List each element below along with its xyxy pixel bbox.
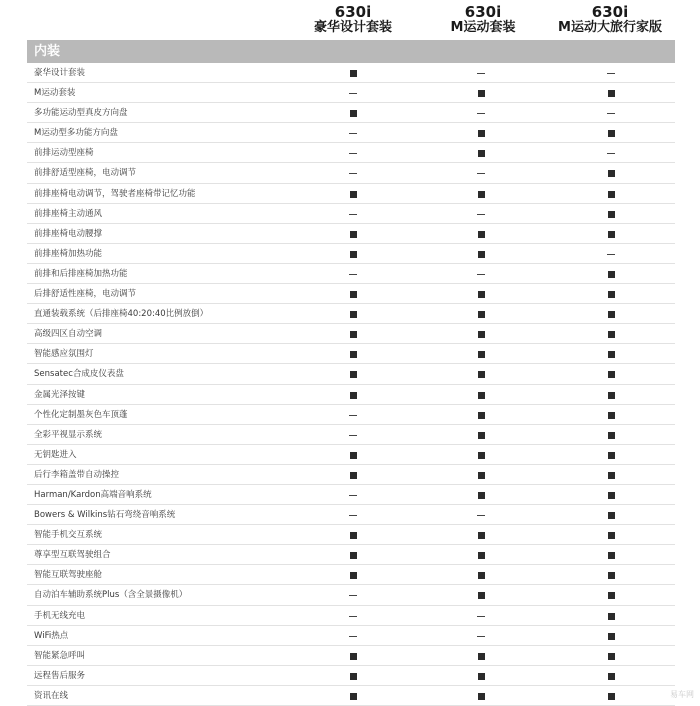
standard-mark-icon (478, 673, 485, 680)
not-available-dash-icon (607, 73, 615, 74)
cell-col-1 (333, 83, 373, 103)
standard-mark-icon (478, 331, 485, 338)
feature-label: 前排和后排座椅加热功能 (34, 268, 128, 279)
feature-label: 智能手机交互系统 (34, 530, 103, 541)
standard-mark-icon (608, 532, 615, 539)
not-available-dash-icon (477, 515, 485, 516)
not-available-dash-icon (477, 113, 485, 114)
cell-col-3 (591, 264, 631, 284)
standard-mark-icon (608, 331, 615, 338)
standard-mark-icon (608, 653, 615, 660)
cell-col-3 (591, 425, 631, 445)
cell-col-2 (461, 304, 501, 324)
cell-col-3 (591, 525, 631, 545)
not-available-dash-icon (349, 435, 357, 436)
not-available-dash-icon (607, 153, 615, 154)
feature-label: 智能互联驾驶座舱 (34, 570, 103, 581)
standard-mark-icon (350, 291, 357, 298)
feature-label: 智能感应氛围灯 (34, 349, 94, 360)
table-row (27, 626, 675, 646)
standard-mark-icon (608, 512, 615, 519)
cell-col-2 (461, 686, 501, 706)
feature-label: 前排座椅加热功能 (34, 248, 103, 259)
cell-col-2 (461, 284, 501, 304)
cell-col-2 (461, 364, 501, 384)
not-available-dash-icon (349, 93, 357, 94)
feature-label: Bowers & Wilkins钻石弯绕音响系统 (34, 510, 176, 521)
cell-col-3 (591, 123, 631, 143)
standard-mark-icon (608, 392, 615, 399)
standard-mark-icon (350, 693, 357, 700)
model-name: 630i (591, 3, 629, 21)
cell-col-3 (591, 224, 631, 244)
cell-col-3 (591, 585, 631, 605)
standard-mark-icon (350, 472, 357, 479)
not-available-dash-icon (349, 173, 357, 174)
watermark: 易车网 (670, 690, 694, 699)
standard-mark-icon (608, 472, 615, 479)
cell-col-1 (333, 626, 373, 646)
cell-col-3 (591, 324, 631, 344)
spec-table (27, 63, 675, 706)
table-row (27, 485, 675, 505)
table-row (27, 405, 675, 425)
cell-col-3 (591, 565, 631, 585)
standard-mark-icon (350, 351, 357, 358)
cell-col-1 (333, 505, 373, 525)
cell-col-3 (591, 184, 631, 204)
standard-mark-icon (478, 351, 485, 358)
cell-col-1 (333, 163, 373, 183)
cell-col-1 (333, 485, 373, 505)
table-row (27, 606, 675, 626)
standard-mark-icon (478, 311, 485, 318)
not-available-dash-icon (607, 113, 615, 114)
feature-label: 金属光泽按键 (34, 389, 86, 400)
cell-col-1 (333, 425, 373, 445)
cell-col-1 (333, 264, 373, 284)
cell-col-3 (591, 244, 631, 264)
feature-label: M运动型多功能方向盘 (34, 128, 118, 139)
standard-mark-icon (350, 231, 357, 238)
standard-mark-icon (608, 592, 615, 599)
cell-col-1 (333, 585, 373, 605)
cell-col-1 (333, 525, 373, 545)
standard-mark-icon (608, 613, 615, 620)
table-row (27, 686, 675, 706)
cell-col-3 (591, 445, 631, 465)
standard-mark-icon (478, 653, 485, 660)
table-row (27, 324, 675, 344)
standard-mark-icon (350, 311, 357, 318)
cell-col-2 (461, 405, 501, 425)
cell-col-1 (333, 686, 373, 706)
table-row (27, 505, 675, 525)
standard-mark-icon (478, 592, 485, 599)
table-row (27, 585, 675, 605)
column-header-3 (535, 4, 685, 36)
standard-mark-icon (350, 70, 357, 77)
model-name: 630i (464, 3, 502, 21)
standard-mark-icon (608, 191, 615, 198)
standard-mark-icon (350, 673, 357, 680)
standard-mark-icon (608, 432, 615, 439)
cell-col-2 (461, 83, 501, 103)
cell-col-2 (461, 344, 501, 364)
cell-col-2 (461, 324, 501, 344)
standard-mark-icon (608, 291, 615, 298)
cell-col-2 (461, 425, 501, 445)
not-available-dash-icon (477, 274, 485, 275)
cell-col-1 (333, 304, 373, 324)
not-available-dash-icon (607, 254, 615, 255)
cell-col-1 (333, 143, 373, 163)
feature-label: 后排舒适性座椅，电动调节 (34, 289, 137, 300)
cell-col-2 (461, 244, 501, 264)
cell-col-3 (591, 344, 631, 364)
cell-col-3 (591, 485, 631, 505)
cell-col-2 (461, 204, 501, 224)
standard-mark-icon (608, 552, 615, 559)
column-header (0, 4, 700, 40)
cell-col-3 (591, 505, 631, 525)
standard-mark-icon (350, 371, 357, 378)
cell-col-3 (591, 103, 631, 123)
standard-mark-icon (478, 191, 485, 198)
table-row (27, 344, 675, 364)
standard-mark-icon (478, 130, 485, 137)
cell-col-3 (591, 686, 631, 706)
cell-col-1 (333, 244, 373, 264)
standard-mark-icon (608, 211, 615, 218)
feature-label: Harman/Kardon高端音响系统 (34, 489, 152, 500)
feature-label: 远程售后服务 (34, 670, 86, 681)
feature-label: 前排座椅电动腰撑 (34, 228, 103, 239)
cell-col-2 (461, 184, 501, 204)
standard-mark-icon (478, 492, 485, 499)
cell-col-1 (333, 224, 373, 244)
not-available-dash-icon (477, 214, 485, 215)
table-row (27, 83, 675, 103)
standard-mark-icon (608, 351, 615, 358)
table-row (27, 364, 675, 384)
table-row (27, 565, 675, 585)
standard-mark-icon (608, 673, 615, 680)
standard-mark-icon (478, 412, 485, 419)
standard-mark-icon (478, 472, 485, 479)
cell-col-3 (591, 465, 631, 485)
standard-mark-icon (350, 331, 357, 338)
cell-col-1 (333, 204, 373, 224)
standard-mark-icon (608, 130, 615, 137)
cell-col-3 (591, 364, 631, 384)
standard-mark-icon (350, 251, 357, 258)
cell-col-2 (461, 103, 501, 123)
table-row (27, 123, 675, 143)
cell-col-2 (461, 565, 501, 585)
feature-label: 直通装载系统（后排座椅40:20:40比例放倒） (34, 309, 209, 320)
table-row (27, 525, 675, 545)
standard-mark-icon (608, 572, 615, 579)
cell-col-3 (591, 163, 631, 183)
cell-col-2 (461, 646, 501, 666)
feature-label: 后行李箱盖带自动操控 (34, 469, 120, 480)
standard-mark-icon (478, 392, 485, 399)
standard-mark-icon (350, 191, 357, 198)
cell-col-2 (461, 585, 501, 605)
cell-col-3 (591, 385, 631, 405)
standard-mark-icon (478, 452, 485, 459)
cell-col-3 (591, 666, 631, 686)
cell-col-1 (333, 385, 373, 405)
variant-name: 豪华设计套装 (313, 20, 392, 35)
feature-label: 前排座椅主动通风 (34, 208, 103, 219)
not-available-dash-icon (349, 636, 357, 637)
feature-label: 前排运动型座椅 (34, 148, 94, 159)
standard-mark-icon (608, 90, 615, 97)
feature-label: 豪华设计套装 (34, 68, 86, 78)
table-row (27, 425, 675, 445)
cell-col-3 (591, 304, 631, 324)
standard-mark-icon (478, 251, 485, 258)
standard-mark-icon (350, 532, 357, 539)
not-available-dash-icon (477, 173, 485, 174)
not-available-dash-icon (349, 153, 357, 154)
cell-col-1 (333, 184, 373, 204)
cell-col-2 (461, 385, 501, 405)
table-row (27, 244, 675, 264)
cell-col-3 (591, 63, 631, 83)
standard-mark-icon (478, 552, 485, 559)
cell-col-3 (591, 405, 631, 425)
cell-col-2 (461, 123, 501, 143)
column-header-1 (278, 4, 428, 36)
standard-mark-icon (608, 311, 615, 318)
table-row (27, 103, 675, 123)
cell-col-1 (333, 364, 373, 384)
standard-mark-icon (350, 110, 357, 117)
cell-col-2 (461, 465, 501, 485)
not-available-dash-icon (349, 133, 357, 134)
standard-mark-icon (478, 532, 485, 539)
cell-col-1 (333, 405, 373, 425)
feature-label: 尊享型互联驾驶组合 (34, 550, 111, 561)
feature-label: 个性化定制墨灰色车顶蓬 (34, 409, 128, 420)
table-row (27, 184, 675, 204)
cell-col-1 (333, 465, 373, 485)
cell-col-3 (591, 606, 631, 626)
cell-col-2 (461, 485, 501, 505)
not-available-dash-icon (349, 415, 357, 416)
not-available-dash-icon (349, 616, 357, 617)
not-available-dash-icon (477, 616, 485, 617)
table-row (27, 63, 675, 83)
cell-col-1 (333, 445, 373, 465)
cell-col-3 (591, 143, 631, 163)
standard-mark-icon (608, 693, 615, 700)
standard-mark-icon (350, 392, 357, 399)
standard-mark-icon (478, 572, 485, 579)
not-available-dash-icon (349, 214, 357, 215)
not-available-dash-icon (349, 274, 357, 275)
table-row (27, 545, 675, 565)
cell-col-1 (333, 284, 373, 304)
standard-mark-icon (478, 150, 485, 157)
cell-col-1 (333, 324, 373, 344)
feature-label: M运动套装 (34, 88, 76, 99)
cell-col-2 (461, 143, 501, 163)
variant-name: M运动套装 (450, 20, 516, 35)
table-row (27, 646, 675, 666)
standard-mark-icon (350, 653, 357, 660)
section-title-bar: 内装 (27, 40, 675, 63)
cell-col-2 (461, 545, 501, 565)
feature-label: 智能紧急呼叫 (34, 650, 86, 661)
standard-mark-icon (478, 693, 485, 700)
table-row (27, 304, 675, 324)
cell-col-3 (591, 204, 631, 224)
cell-col-2 (461, 163, 501, 183)
cell-col-1 (333, 123, 373, 143)
standard-mark-icon (478, 231, 485, 238)
table-row (27, 445, 675, 465)
cell-col-1 (333, 545, 373, 565)
feature-label: 手机无线充电 (34, 610, 86, 621)
cell-col-1 (333, 63, 373, 83)
feature-label: 前排座椅电动调节，驾驶者座椅带记忆功能 (34, 188, 196, 199)
not-available-dash-icon (477, 636, 485, 637)
cell-col-1 (333, 606, 373, 626)
table-row (27, 284, 675, 304)
variant-name: M运动大旅行家版 (558, 20, 662, 35)
standard-mark-icon (608, 231, 615, 238)
table-row (27, 465, 675, 485)
standard-mark-icon (478, 432, 485, 439)
cell-col-2 (461, 505, 501, 525)
table-row (27, 204, 675, 224)
standard-mark-icon (350, 572, 357, 579)
standard-mark-icon (608, 170, 615, 177)
standard-mark-icon (478, 90, 485, 97)
standard-mark-icon (608, 371, 615, 378)
cell-col-1 (333, 344, 373, 364)
standard-mark-icon (608, 271, 615, 278)
feature-label: 高级四区自动空调 (34, 329, 103, 340)
cell-col-2 (461, 606, 501, 626)
feature-label: 前排舒适型座椅，电动调节 (34, 168, 137, 179)
cell-col-2 (461, 525, 501, 545)
cell-col-1 (333, 103, 373, 123)
standard-mark-icon (350, 452, 357, 459)
cell-col-1 (333, 646, 373, 666)
not-available-dash-icon (477, 73, 485, 74)
feature-label: 多功能运动型真皮方向盘 (34, 108, 128, 119)
standard-mark-icon (608, 633, 615, 640)
cell-col-3 (591, 646, 631, 666)
cell-col-3 (591, 284, 631, 304)
standard-mark-icon (608, 412, 615, 419)
cell-col-3 (591, 545, 631, 565)
standard-mark-icon (350, 552, 357, 559)
feature-label: Sensatec合成皮仪表盘 (34, 369, 124, 380)
table-row (27, 666, 675, 686)
standard-mark-icon (478, 291, 485, 298)
table-row (27, 163, 675, 183)
feature-label: WiFi热点 (34, 630, 69, 641)
cell-col-1 (333, 565, 373, 585)
cell-col-3 (591, 83, 631, 103)
feature-label: 资讯在线 (34, 690, 69, 701)
table-row (27, 143, 675, 163)
model-name: 630i (334, 3, 372, 21)
cell-col-1 (333, 666, 373, 686)
not-available-dash-icon (349, 595, 357, 596)
feature-label: 自动泊车辅助系统Plus（含全景摄像机） (34, 590, 188, 601)
standard-mark-icon (608, 452, 615, 459)
feature-label: 全彩平视显示系统 (34, 429, 103, 440)
feature-label: 无钥匙进入 (34, 449, 77, 460)
not-available-dash-icon (349, 515, 357, 516)
table-row (27, 385, 675, 405)
cell-col-2 (461, 224, 501, 244)
standard-mark-icon (608, 492, 615, 499)
standard-mark-icon (478, 371, 485, 378)
cell-col-3 (591, 626, 631, 646)
cell-col-2 (461, 264, 501, 284)
table-row (27, 264, 675, 284)
table-row (27, 224, 675, 244)
cell-col-2 (461, 63, 501, 83)
cell-col-2 (461, 445, 501, 465)
not-available-dash-icon (349, 495, 357, 496)
cell-col-2 (461, 666, 501, 686)
cell-col-2 (461, 626, 501, 646)
